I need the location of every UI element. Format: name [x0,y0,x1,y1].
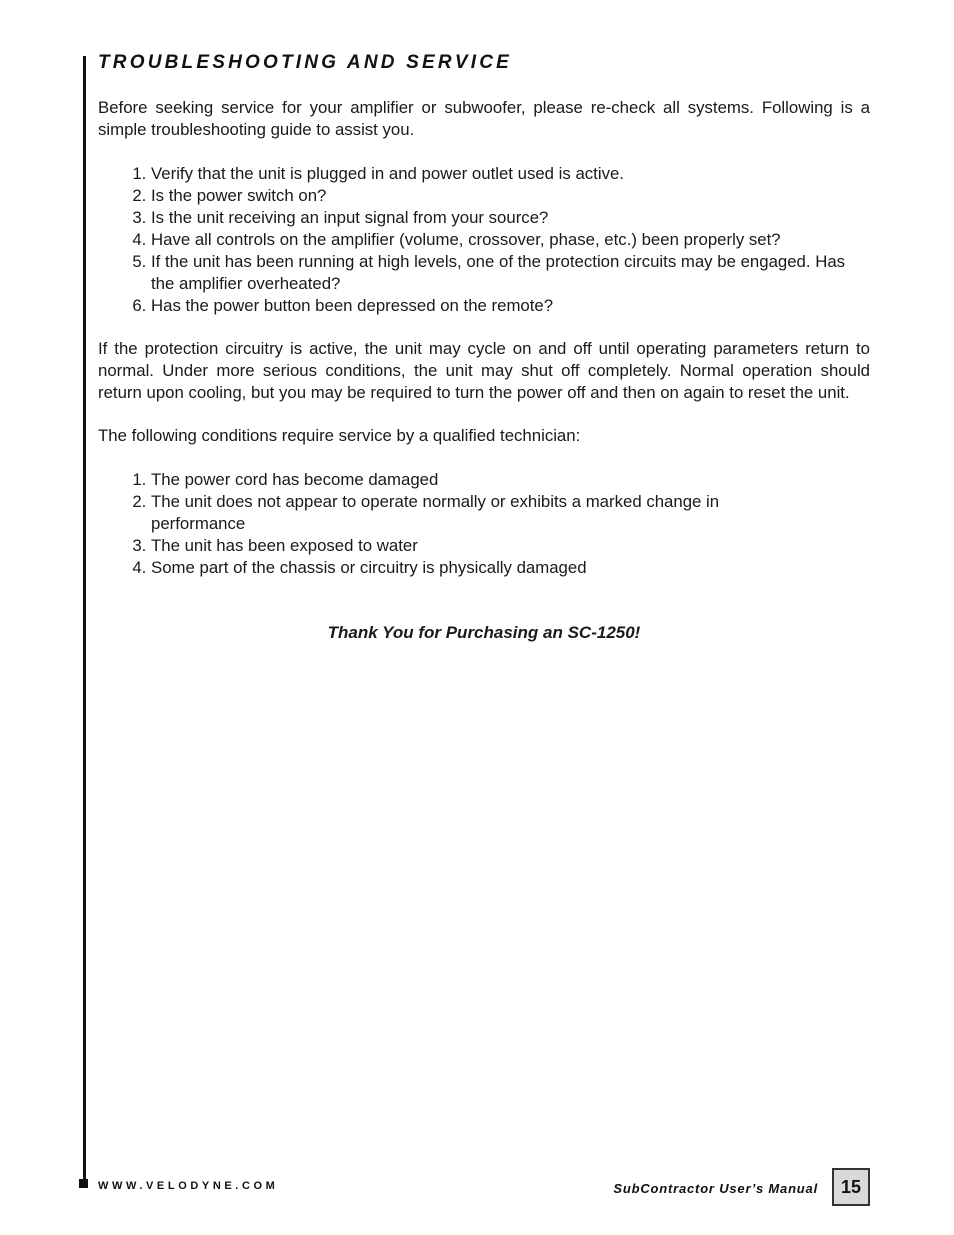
list-item: 4. Have all controls on the amplifier (volume, crossover, phase, etc.) been properly set? [151,229,870,251]
thank-you-line: Thank You for Purchasing an SC-1250! [327,623,641,642]
list-item: 2. Is the power switch on? [151,185,870,207]
list-item: 3. Is the unit receiving an input signal from your source? [151,207,870,229]
page-number-box: 15 [832,1168,870,1206]
service-conditions-list [98,469,761,579]
list-item: 2. The unit does not appear to operate normally or exhibits a marked change in performance [151,491,761,535]
page-content [98,50,870,644]
section-heading: TROUBLESHOOTING AND SERVICE [98,52,512,73]
troubleshooting-checklist [98,163,870,317]
service-intro: The following conditions require service by a qualified technician: [98,426,581,445]
protection-paragraph: If the protection circuitry is active, the unit may cycle on and off until operating parameters return to normal. Under more serious conditions, the unit may shut off completely. Normal operation should return upon cooling, but you may be required to turn the power off and then on again to reset the unit. [98,339,870,402]
list-item: 1. The power cord has become damaged [151,469,761,491]
margin-rule-end-square [79,1179,88,1188]
list-item: 6. Has the power button been depressed on the remote? [151,295,870,317]
footer-website: WWW.VELODYNE.COM [98,1180,279,1192]
list-item: 1. Verify that the unit is plugged in and power outlet used is active. [151,163,870,185]
footer-manual-title: SubContractor User’s Manual [613,1181,818,1196]
left-margin-rule [83,56,86,1184]
list-item: 5. If the unit has been running at high levels, one of the protection circuits may be engaged. Has the amplifier overheated? [151,251,870,295]
list-item: 4. Some part of the chassis or circuitry is physically damaged [151,557,761,579]
intro-paragraph: Before seeking service for your amplifier or subwoofer, please re-check all systems. Following is a simple troubleshooting guide to assist you. [98,98,870,139]
list-item: 3. The unit has been exposed to water [151,535,761,557]
